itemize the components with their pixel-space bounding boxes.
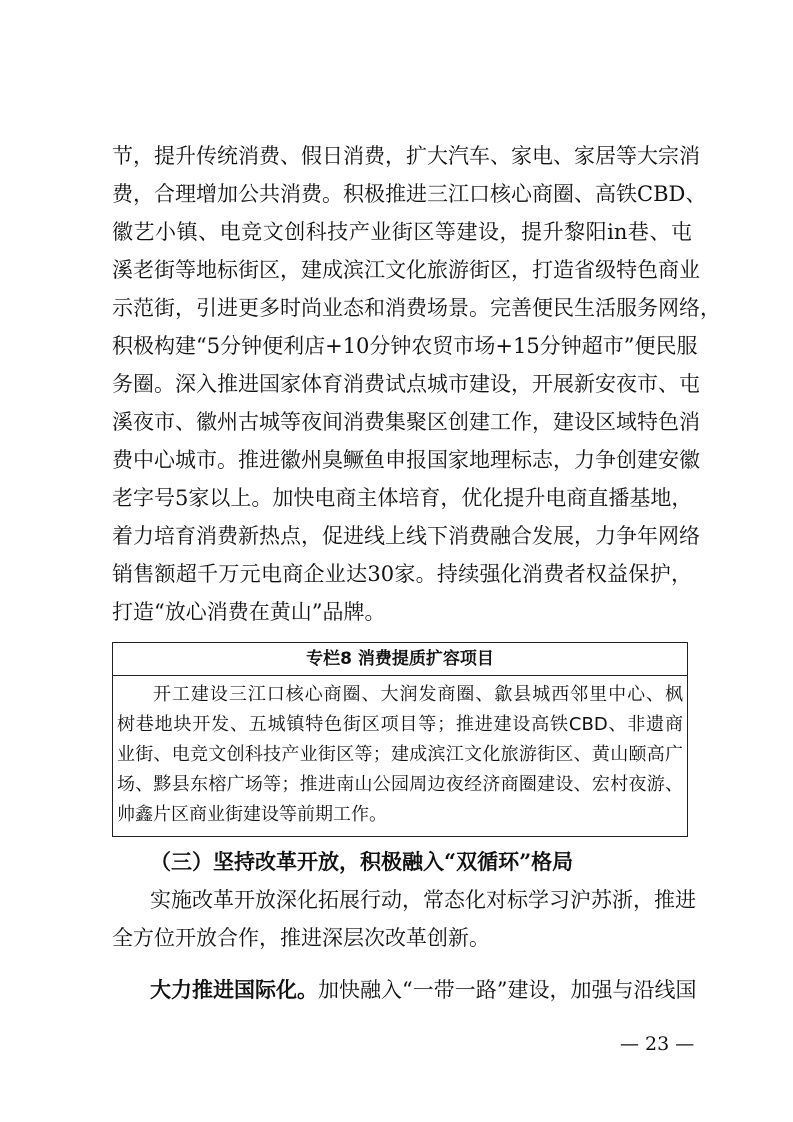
body-text-line: 着力培育消费新热点，促进线上线下消费融合发展，力争年网络 [112,524,700,548]
body-text-line: 溪夜市、徽州古城等夜间消费集聚区创建工作，建设区域特色消 [112,410,700,434]
bold-lead-text: 大力推进国际化。 [150,978,318,1002]
box-text-line: 场、黟县东榕广场等；推进南山公园周边夜经济商圈建设、宏村夜游、 [117,774,683,795]
body-text-line: 销售额超千万元电商企业达30家。持续强化消费者权益保护， [112,562,692,586]
body-text-line: 老字号5家以上。加快电商主体培育，优化提升电商直播基地， [112,486,693,510]
body-text-line [150,976,697,1004]
body-text-line: 徽艺小镇、电竞文创科技产业街区等建设，提升黎阳in巷、屯 [112,220,692,244]
body-text-line: 费中心城市。推进徽州臭鳜鱼申报国家地理标志，力争创建安徽 [112,448,700,472]
body-text-line: 实施改革开放深化拓展行动，常态化对标学习沪苏浙，推进 [150,888,696,912]
body-text-line: 务圈。深入推进国家体育消费试点城市建设，开展新安夜市、屯 [112,372,700,396]
box-text-line: 业街、电竞文创科技产业街区等；建成滨江文化旅游街区、黄山颐高广 [117,744,683,765]
special-column-box [112,642,688,837]
body-text-line: 溪老街等地标街区，建成滨江文化旅游街区，打造省级特色商业 [112,258,700,282]
body-text-line: 费，合理增加公共消费。积极推进三江口核心商圈、高铁CBD、 [112,182,707,206]
box-text-line: 开工建设三江口核心商圈、大润发商圈、歙县城西邻里中心、枫 [153,684,683,705]
body-text-line: 全方位开放合作，推进深层次改革创新。 [112,926,490,950]
section-heading: （三）坚持改革开放，积极融入“双循环”格局 [150,849,574,874]
body-text-line: 积极构建“5分钟便利店+10分钟农贸市场+15分钟超市”便民服 [112,334,698,358]
page-number: — 23 — [620,1033,695,1055]
box-text-line: 树巷地块开发、五城镇特色街区项目等；推进建设高铁CBD、非遗商 [117,714,683,735]
body-text-line: 打造“放心消费在黄山”品牌。 [112,600,386,624]
box-text-line: 帅鑫片区商业街建设等前期工作。 [117,804,387,825]
special-column-title: 专栏8 消费提质扩容项目 [113,643,687,676]
body-text-line: 示范街，引进更多时尚业态和消费场景。完善便民生活服务网络， [112,296,721,320]
paragraph-text: 加快融入“一带一路”建设，加强与沿线国 [318,978,697,1002]
body-text-line: 节，提升传统消费、假日消费，扩大汽车、家电、家居等大宗消 [112,144,700,168]
